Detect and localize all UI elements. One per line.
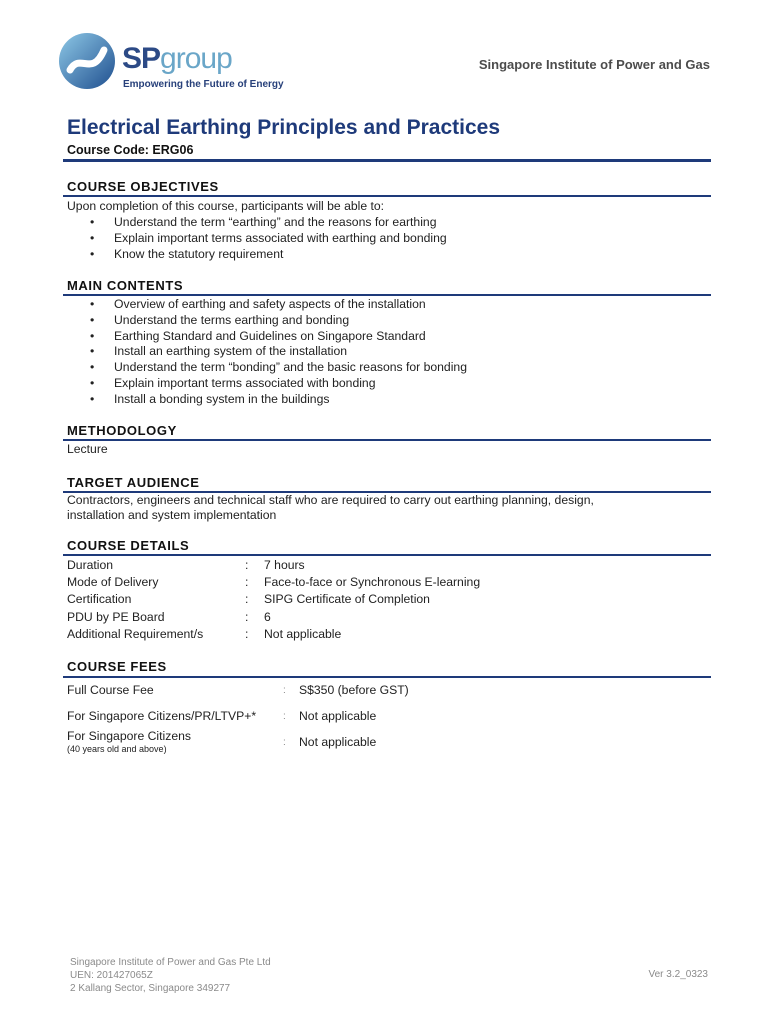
footer-address: 2 Kallang Sector, Singapore 349277 (70, 983, 231, 994)
bullet-icon: • (90, 376, 95, 390)
detail-value: Not applicable (264, 627, 342, 641)
detail-value: Face-to-face or Synchronous E-learning (264, 575, 481, 589)
list-item-text: Understand the term “earthing” and the reasons for earthing (114, 215, 437, 229)
bullet-icon: • (90, 360, 95, 374)
bullet-icon: • (90, 392, 95, 406)
logo-group: group (160, 42, 232, 75)
list-item (90, 247, 283, 261)
detail-value: 7 hours (264, 558, 305, 572)
section-divider (63, 294, 711, 296)
section-divider (63, 439, 711, 441)
footer-company: Singapore Institute of Power and Gas Pte Ltd (70, 957, 271, 968)
bullet-icon: • (90, 329, 95, 343)
bullet-icon: • (90, 344, 95, 358)
bullet-icon: • (90, 247, 95, 261)
section-heading-course-fees: COURSE FEES (67, 659, 167, 674)
logo-tagline: Empowering the Future of Energy (123, 79, 284, 90)
bullet-icon: • (90, 313, 95, 327)
list-item (90, 344, 347, 358)
fee-label: Full Course Fee (67, 683, 154, 697)
section-heading-target-audience: TARGET AUDIENCE (67, 475, 200, 490)
list-item-text: Install an earthing system of the installation (114, 344, 348, 358)
bullet-icon: • (90, 215, 95, 229)
list-item-text: Understand the term “bonding” and the basic reasons for bonding (114, 360, 467, 374)
logo-wordmark (122, 44, 232, 74)
list-item-text: Earthing Standard and Guidelines on Singapore Standard (114, 329, 426, 343)
page-header (58, 32, 712, 94)
section-divider (63, 676, 711, 678)
section-divider (63, 195, 711, 197)
detail-label: Additional Requirement/s (67, 627, 204, 641)
section-heading-course-details: COURSE DETAILS (67, 538, 190, 553)
fee-label: For Singapore Citizens/PR/LTVP+* (67, 709, 257, 723)
detail-value: 6 (264, 610, 271, 624)
section-divider (63, 554, 711, 556)
institute-name: Singapore Institute of Power and Gas (478, 57, 710, 72)
fee-value: S$350 (before GST) (299, 683, 409, 697)
detail-value: SIPG Certificate of Completion (264, 592, 430, 606)
list-item (90, 313, 349, 327)
title-divider (63, 159, 711, 162)
section-heading-objectives: COURSE OBJECTIVES (67, 179, 219, 194)
list-item-text: Know the statutory requirement (114, 247, 284, 261)
fee-separator: : (283, 737, 286, 748)
list-item-text: Install a bonding system in the buildings (114, 392, 330, 406)
list-item (90, 360, 467, 374)
fee-separator: : (283, 685, 286, 696)
detail-separator: : (245, 575, 249, 589)
list-item-text: Overview of earthing and safety aspects of the installation (114, 297, 426, 311)
detail-label: PDU by PE Board (67, 610, 165, 624)
footer-version: Ver 3.2_0323 (648, 969, 708, 980)
fee-label: For Singapore Citizens (67, 729, 191, 743)
methodology-text: Lecture (67, 442, 108, 456)
list-item (90, 215, 436, 229)
list-item-text: Explain important terms associated with earthing and bonding (114, 231, 447, 245)
course-title: Electrical Earthing Principles and Practices (67, 116, 501, 139)
bullet-icon: • (90, 297, 95, 311)
course-code: Course Code: ERG06 (67, 143, 194, 157)
logo-sp: SP (122, 42, 161, 75)
list-item (90, 376, 376, 390)
detail-label: Duration (67, 558, 114, 572)
objectives-intro: Upon completion of this course, participants will be able to: (67, 199, 385, 213)
bullet-icon: • (90, 231, 95, 245)
list-item (90, 329, 426, 343)
list-item (90, 392, 329, 406)
fee-separator: : (283, 711, 286, 722)
detail-separator: : (245, 592, 249, 606)
section-heading-methodology: METHODOLOGY (67, 423, 177, 438)
list-item-text: Explain important terms associated with bonding (114, 376, 376, 390)
section-heading-main-contents: MAIN CONTENTS (67, 278, 184, 293)
audience-text-line1: Contractors, engineers and technical staff who are required to carry out earthing planning, design, (67, 493, 594, 507)
detail-separator: : (245, 627, 249, 641)
list-item (90, 297, 426, 311)
list-item-text: Understand the terms earthing and bonding (114, 313, 350, 327)
detail-separator: : (245, 558, 249, 572)
list-item (90, 231, 447, 245)
fee-sublabel: (40 years old and above) (67, 744, 167, 754)
detail-label: Mode of Delivery (67, 575, 159, 589)
footer-uen: UEN: 201427065Z (70, 970, 153, 981)
audience-text-line2: installation and system implementation (67, 508, 277, 522)
fee-value: Not applicable (299, 709, 377, 723)
fee-value: Not applicable (299, 735, 377, 749)
detail-label: Certification (67, 592, 132, 606)
spgroup-swirl-icon (58, 32, 116, 90)
detail-separator: : (245, 610, 249, 624)
